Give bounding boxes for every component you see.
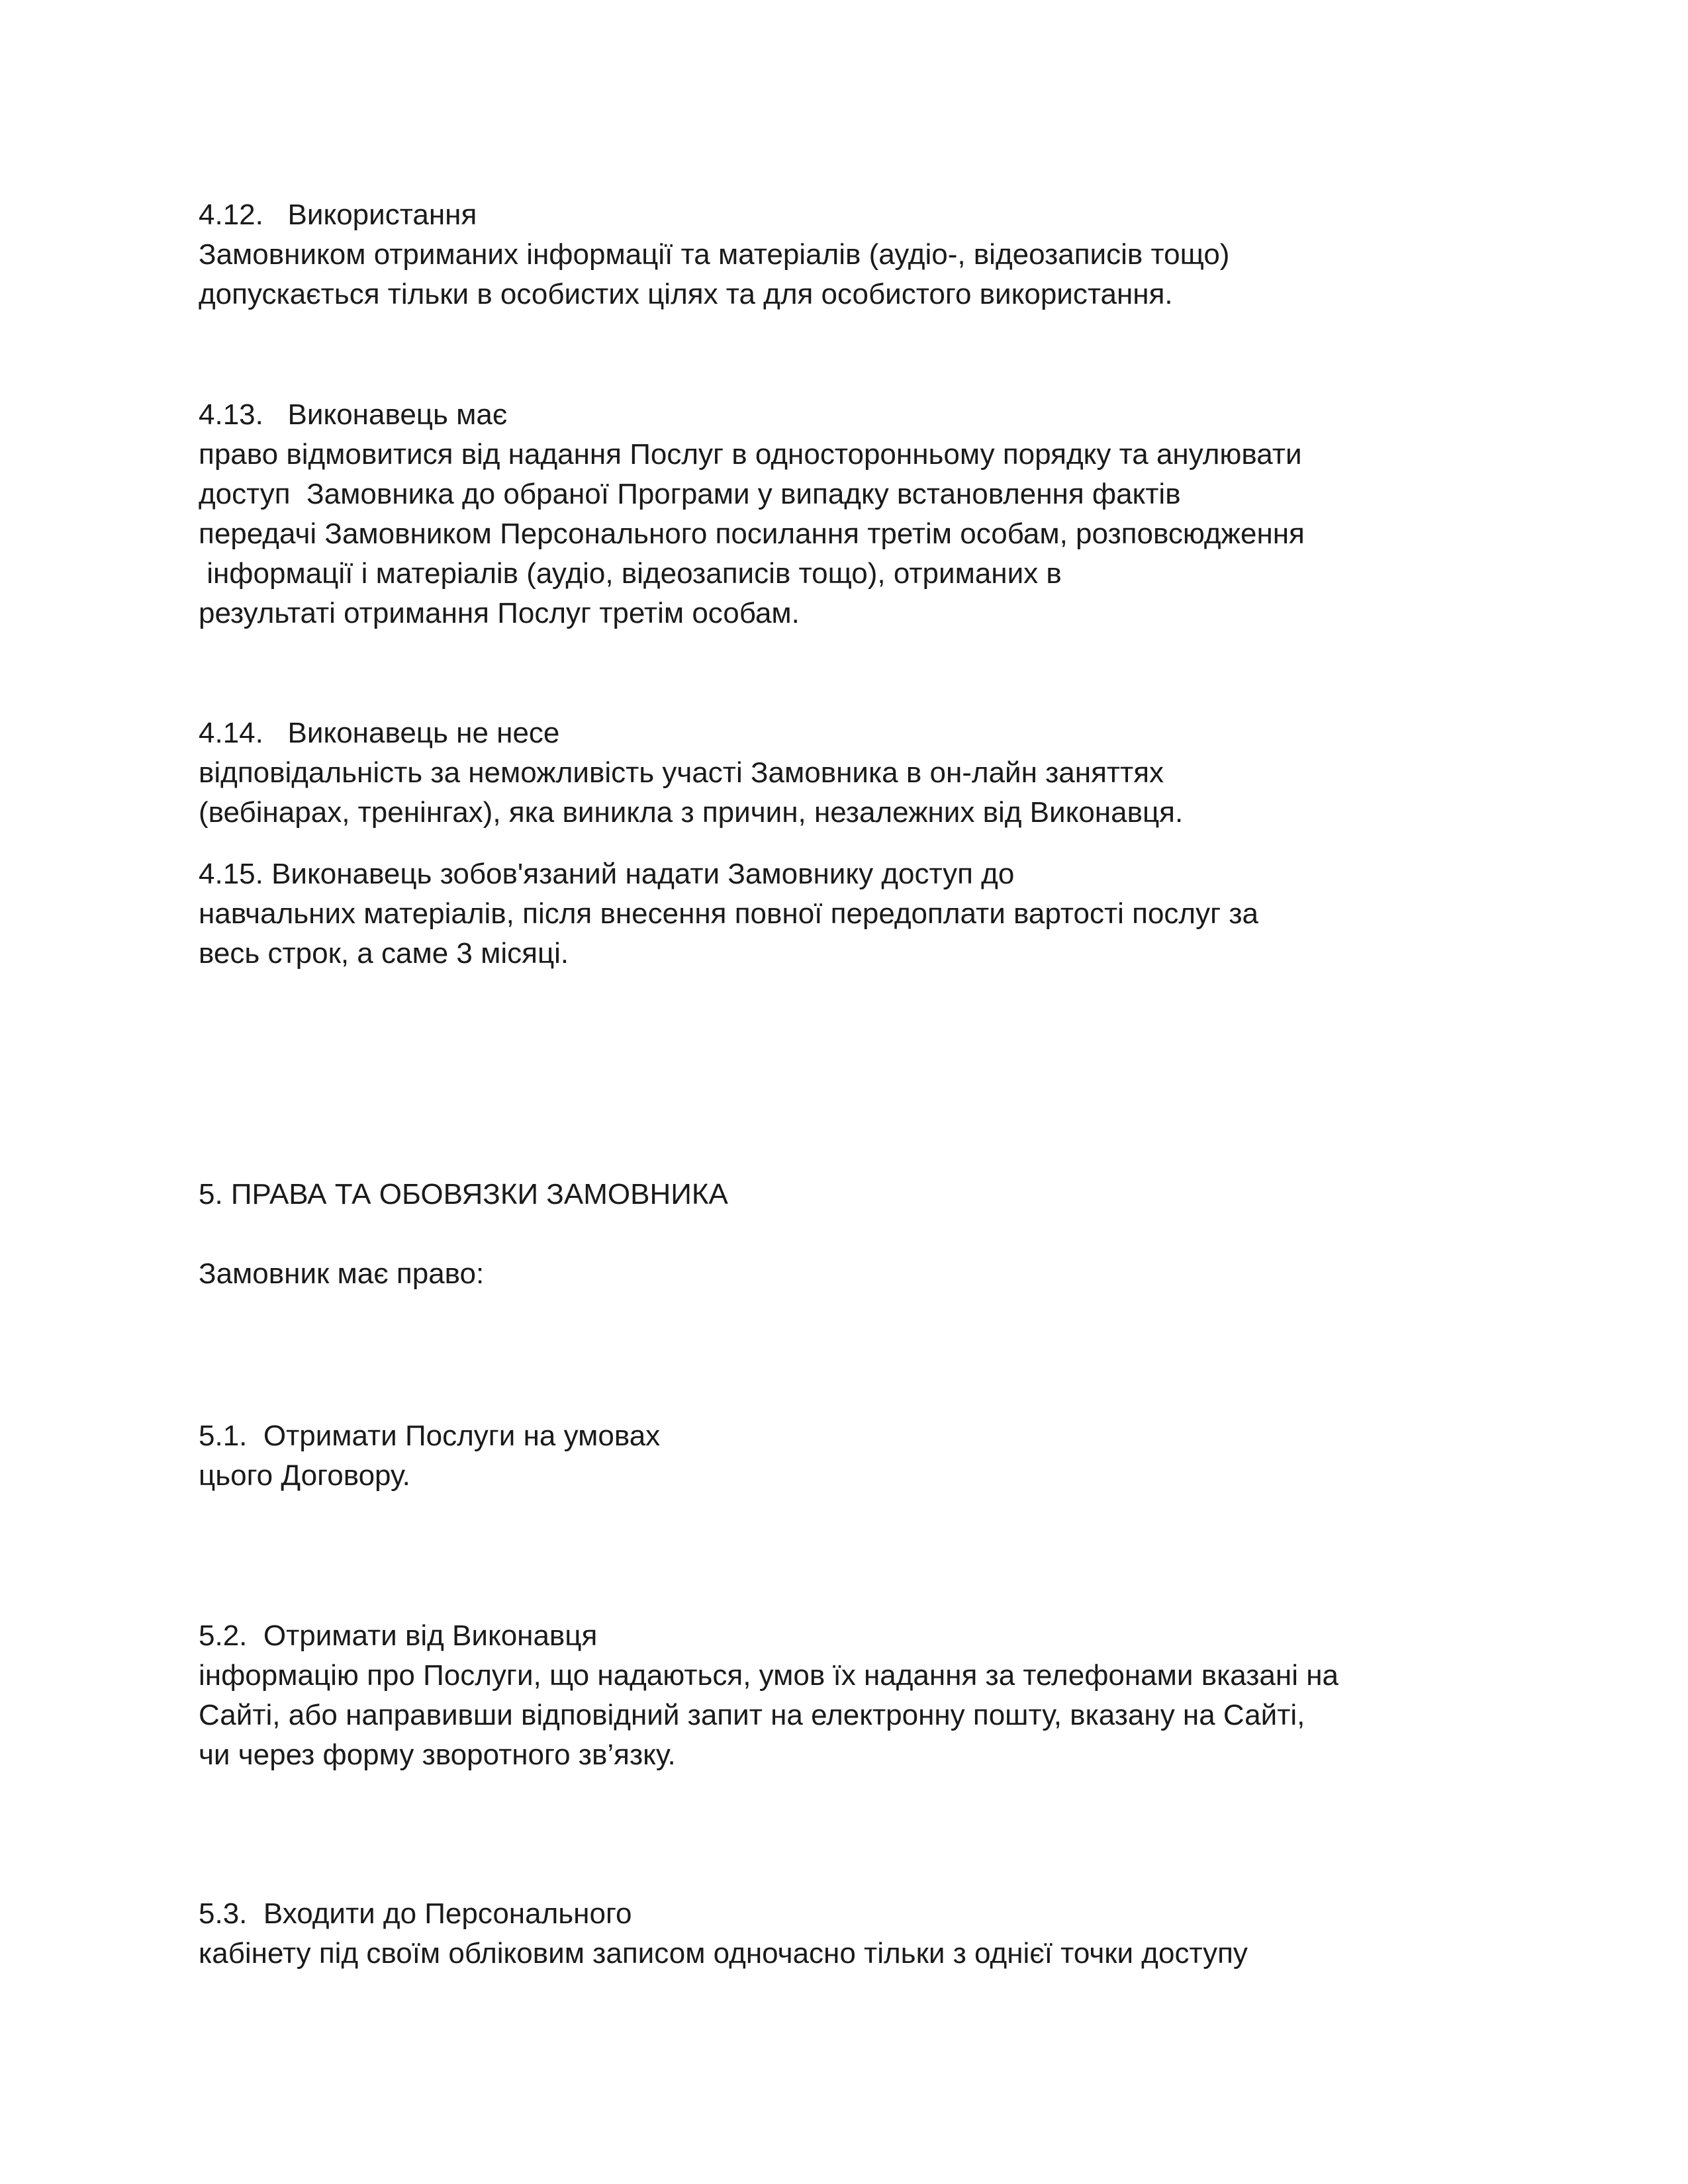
clause-heading: 4.12. Використання xyxy=(199,199,477,231)
clause-text-line: кабінету під своїм обліковим записом одночасно тільки з однієї точки доступу xyxy=(199,1937,1248,1970)
clause-text-line: інформацію про Послуги, що надаються, умов їх надання за телефонами вказані на xyxy=(199,1659,1338,1692)
clause-text-line: цього Договору. xyxy=(199,1459,410,1492)
clause-text-line: навчальних матеріалів, після внесення повної передоплати вартості послуг за xyxy=(199,897,1259,930)
clause-heading: 5.1. Отримати Послуги на умовах xyxy=(199,1420,661,1452)
clause-text-line: Замовником отриманих інформації та матеріалів (аудіо-, відеозаписів тощо) xyxy=(199,238,1230,271)
clause-text-line: допускається тільки в особистих цілях та для особистого використання. xyxy=(199,278,1173,310)
clause-heading: 4.13. Виконавець має xyxy=(199,398,508,431)
clause-heading: 5.2. Отримати від Виконавця xyxy=(199,1619,598,1652)
clause-heading: 5.3. Входити до Персонального xyxy=(199,1897,632,1930)
clause-heading: 4.14. Виконавець не несе xyxy=(199,717,560,749)
clause-text-line: (вебінарах, тренінгах), яка виникла з причин, незалежних від Виконавця. xyxy=(199,796,1184,829)
section-heading: 5. ПРАВА ТА ОБОВЯЗКИ ЗАМОВНИКА xyxy=(199,1178,728,1210)
clause-text-line: відповідальність за неможливість участі Замовника в он-лайн заняттях xyxy=(199,756,1164,789)
clause-text-line: весь строк, а саме 3 місяці. xyxy=(199,937,569,970)
clause-text-line: чи через форму зворотного зв’язку. xyxy=(199,1739,676,1771)
clause-text-line: Сайті, або направивши відповідний запит на електронну пошту, вказану на Сайті, xyxy=(199,1699,1305,1731)
clause-text-line: право відмовитися від надання Послуг в односторонньому порядку та анулювати xyxy=(199,438,1302,471)
section-intro: Замовник має право: xyxy=(199,1257,485,1290)
clause-text-line: доступ Замовника до обраної Програми у випадку встановлення фактів xyxy=(199,478,1181,510)
clause-heading: 4.15. Виконавець зобов'язаний надати Замовнику доступ до xyxy=(199,858,1015,890)
clause-text-line: інформації і матеріалів (аудіо, відеозаписів тощо), отриманих в xyxy=(199,557,1062,590)
clause-text-line: результаті отримання Послуг третім особам. xyxy=(199,597,800,629)
clause-text-line: передачі Замовником Персонального посилання третім особам, розповсюдження xyxy=(199,518,1305,550)
